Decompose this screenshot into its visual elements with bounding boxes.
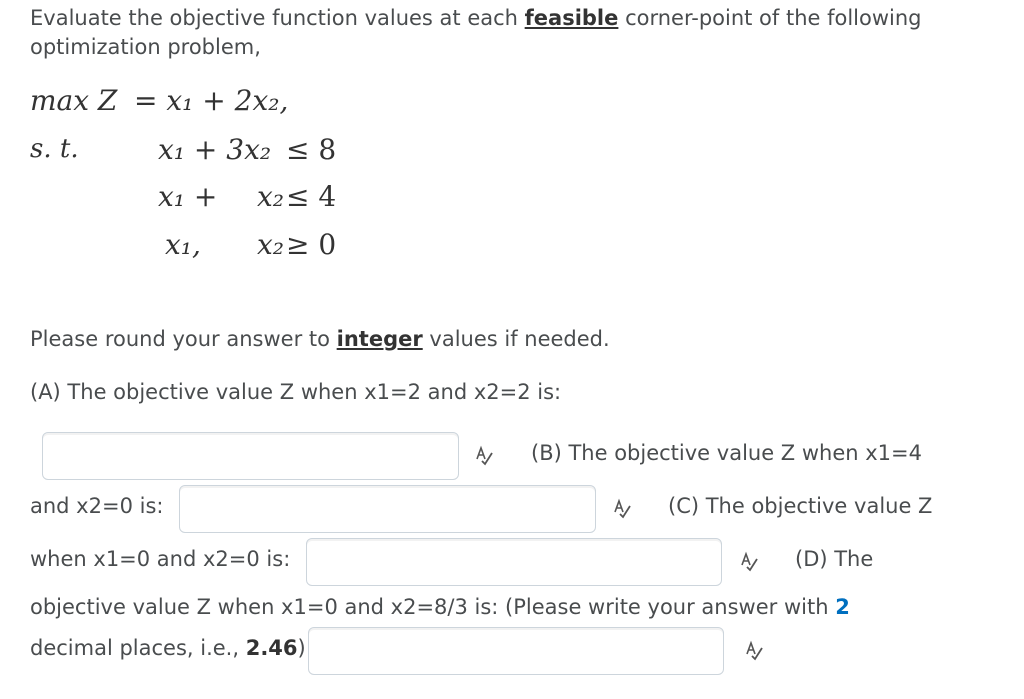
objective-label: max Z [30,84,118,117]
constraint-2-op: ≤ 4 [286,180,337,213]
constraint-1-left: x₁ + 3x₂ [158,133,272,166]
intro-line-2: optimization problem, [30,35,261,59]
intro-text: Evaluate the objective function values at each [30,6,525,30]
intro-text-end: corner-point of the following [618,6,922,30]
objective-rhs: = x₁ + 2x₂, [134,84,289,117]
question-b-line-1: (B) The objective value Z when x1=4 [531,441,923,465]
integer-emphasis: integer [336,327,423,351]
question-d-line-1: (D) The [795,547,874,571]
rounding-note [30,327,610,351]
constraint-1-op: ≤ 8 [286,133,337,166]
question-d-line-2 [30,595,850,619]
question-d-close-paren: ) [297,636,306,660]
answer-d-input[interactable] [308,627,724,675]
constraint-2-left: x₁ + [158,180,218,213]
decimal-places-count: 2 [835,595,850,619]
question-b-line-2: and x2=0 is: [30,494,164,518]
constraint-3-left: x₁, [165,228,201,261]
spell-check-icon[interactable] [474,445,496,467]
question-c-line-2: when x1=0 and x2=0 is: [30,547,291,571]
example-value: 2.46 [245,636,298,660]
spell-check-icon[interactable] [744,640,766,662]
question-c-line-1: (C) The objective value Z [668,494,933,518]
constraint-2-mid: x₂ [257,180,285,213]
constraint-3-op: ≥ 0 [286,228,337,261]
answer-a-input[interactable] [42,432,459,480]
spell-check-icon[interactable] [612,498,634,520]
answer-b-input[interactable] [179,485,596,533]
question-d-line-3 [30,636,306,660]
spell-check-icon[interactable] [739,551,761,573]
feasible-emphasis: feasible [524,6,619,30]
question-a: (A) The objective value Z when x1=2 and x2=2 is: [30,380,562,404]
subject-to-label: s. t. [30,134,79,164]
question-d-example-text: decimal places, i.e., [30,636,246,660]
intro-line-1 [30,6,922,30]
answer-c-input[interactable] [306,538,722,586]
question-d-text: objective value Z when x1=0 and x2=8/3 is: (Please write your answer with [30,595,836,619]
rounding-text-end: values if needed. [422,327,610,351]
constraint-3-mid: x₂ [257,228,285,261]
rounding-text: Please round your answer to [30,327,337,351]
